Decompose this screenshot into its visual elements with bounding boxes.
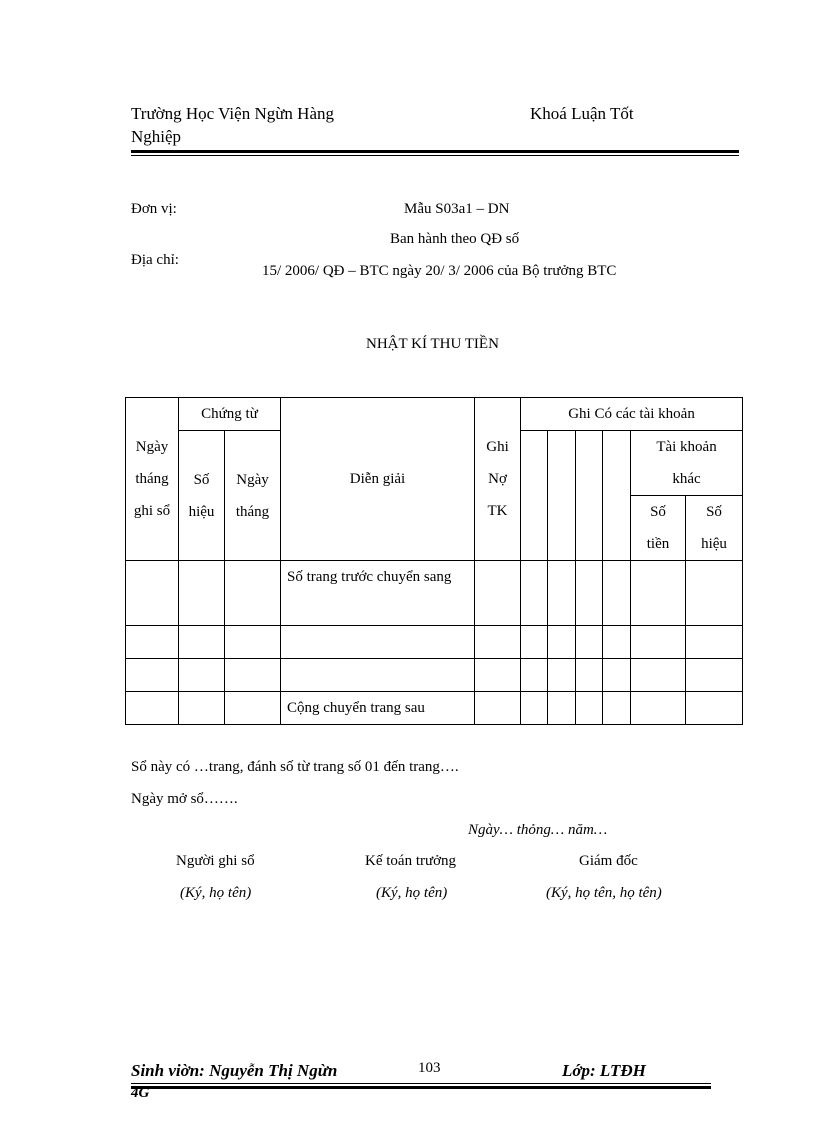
col-header-description: Diễn giải xyxy=(281,398,475,561)
col-header-credit: Ghi Có các tài khoản xyxy=(521,398,743,431)
header-school: Trường Học Viện Ngừn Hàng xyxy=(131,104,335,123)
credit-account-cell xyxy=(548,431,576,561)
footer-rule-thick xyxy=(131,1086,711,1089)
page-number: 103 xyxy=(418,1060,441,1076)
col-header-amount: Số tiền xyxy=(631,496,686,561)
cash-receipts-journal-table xyxy=(125,397,743,725)
col-header-debit: Ghi Nợ TK xyxy=(475,398,521,561)
director-sign-note: (Ký, họ tên, họ tên) xyxy=(546,885,662,901)
footer-class: Lớp: LTĐH xyxy=(562,1061,646,1080)
address-label: Địa chỉ: xyxy=(131,252,179,268)
issued-by: Ban hành theo QĐ số xyxy=(390,231,520,247)
row-description-carry-next: Cộng chuyển trang sau xyxy=(281,692,475,725)
chief-accountant-title: Kế toán trưởng xyxy=(365,853,457,869)
credit-account-cell xyxy=(576,431,603,561)
open-date-note: Ngày mở sổ……. xyxy=(131,791,238,807)
col-header-voucher-date: Ngày tháng xyxy=(225,431,281,561)
table-row xyxy=(126,659,743,692)
col-header-voucher: Chứng từ xyxy=(179,398,281,431)
form-code: Mẫu S03a1 – DN xyxy=(404,201,510,217)
header-thesis: Khoá Luận Tốt xyxy=(530,104,634,123)
header-school-line2: Nghiệp xyxy=(131,127,182,146)
row-description-carried-forward: Số trang trước chuyển sang xyxy=(281,561,475,626)
chief-accountant-sign-note: (Ký, họ tên) xyxy=(376,885,448,901)
table-row xyxy=(126,626,743,659)
table-row xyxy=(126,692,743,725)
recorder-title: Người ghi sổ xyxy=(176,853,255,869)
table-row xyxy=(126,561,743,626)
col-header-account-number: Số hiệu xyxy=(686,496,743,561)
footer-student-line2: 4G xyxy=(131,1085,150,1101)
page-title: NHẬT KÍ THU TIỀN xyxy=(366,336,499,352)
col-header-other-accounts: Tài khoản khác xyxy=(631,431,743,496)
recorder-sign-note: (Ký, họ tên) xyxy=(180,885,252,901)
header-rule-thin xyxy=(131,155,739,156)
director-title: Giám đốc xyxy=(579,853,638,869)
col-header-voucher-number: Số hiệu xyxy=(179,431,225,561)
unit-label: Đơn vị: xyxy=(131,201,177,217)
footer-student: Sinh viờn: Nguyễn Thị Ngừn xyxy=(131,1061,338,1080)
credit-account-cell xyxy=(603,431,631,561)
decision-ref: 15/ 2006/ QĐ – BTC ngày 20/ 3/ 2006 của Bộ trưởng BTC xyxy=(262,263,617,279)
page-count-note: Sổ này có …trang, đánh số từ trang số 01 đến trang…. xyxy=(131,759,459,775)
credit-account-cell xyxy=(521,431,548,561)
footer-rule-thin xyxy=(131,1083,711,1084)
header-rule-thick xyxy=(131,150,739,153)
signature-date: Ngày… thỏng… năm… xyxy=(468,822,608,838)
col-header-date: Ngày tháng ghi sổ xyxy=(126,398,179,561)
